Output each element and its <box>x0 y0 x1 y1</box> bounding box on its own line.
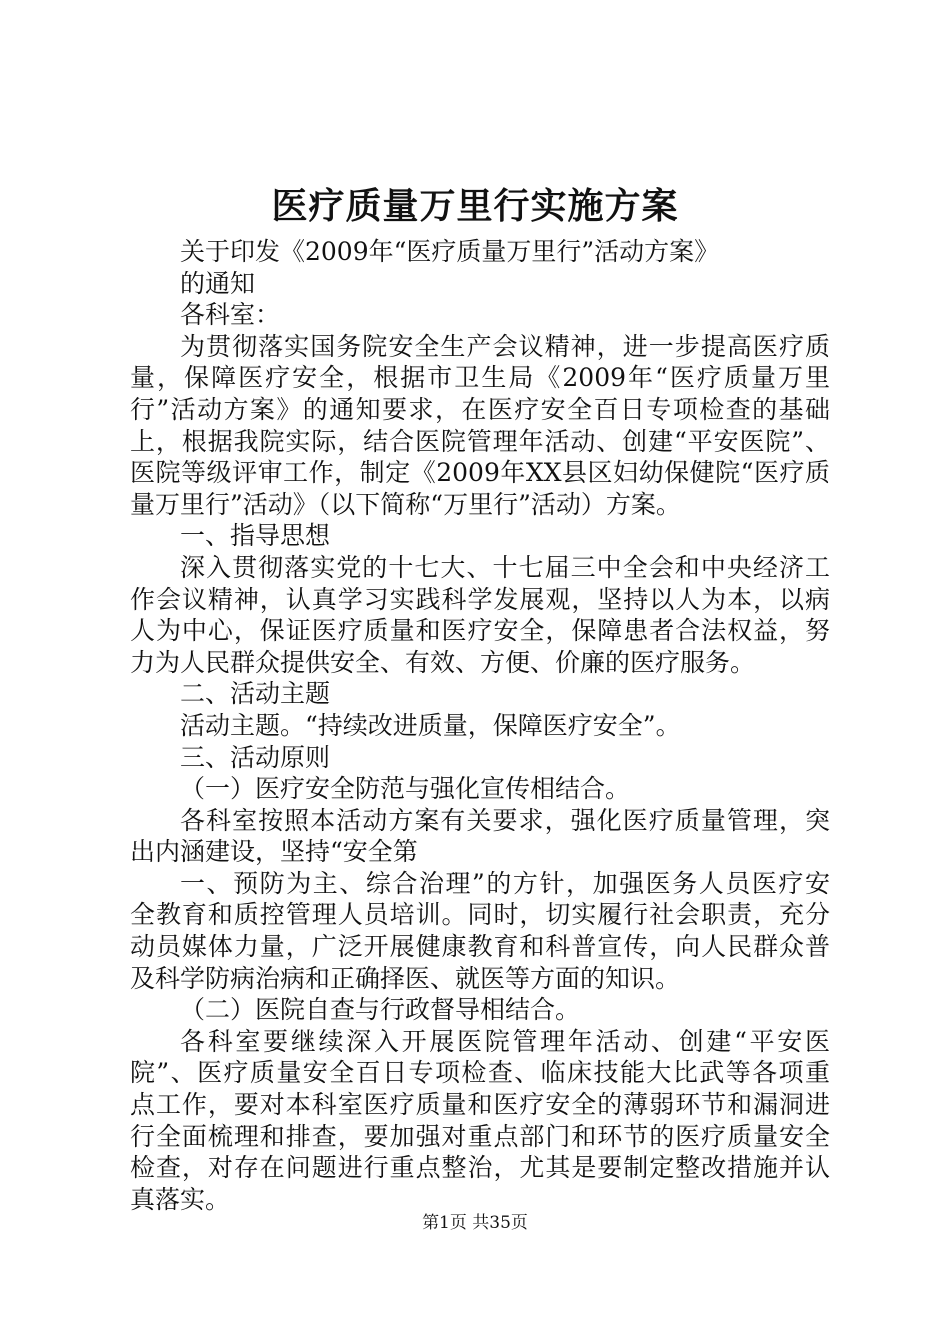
text-line: 活动主题。“持续改进质量，保障医疗安全”。 <box>180 710 681 740</box>
text-line: 行全面梳理和排查，要加强对重点部门和环节的医疗质量安全 <box>130 1121 830 1151</box>
document-body <box>130 236 830 1215</box>
text-line: 量，保障医疗安全，根据市卫生局《2009年“医疗质量万里 <box>130 363 830 393</box>
text-line: 院”、医疗质量安全百日专项检查、临床技能大比武等各项重 <box>130 1058 830 1088</box>
text-line: 量万里行”活动》（以下简称“万里行”活动）方案。 <box>130 489 681 519</box>
text-line: 一、指导思想 <box>180 521 331 551</box>
text-line: 深入贯彻落实党的十七大、十七届三中全会和中央经济工 <box>180 552 830 582</box>
text-line: 关于印发《2009年“医疗质量万里行”活动方案》 <box>180 237 720 266</box>
text-line: （二）医院自查与行政督导相结合。 <box>180 995 581 1025</box>
text-line: 行”活动方案》的通知要求，在医疗安全百日专项检查的基础 <box>130 394 830 424</box>
text-line: 作会议精神，认真学习实践科学发展观，坚持以人为本，以病 <box>130 584 830 614</box>
text-line: 全教育和质控管理人员培训。同时，切实履行社会职责，充分 <box>130 900 830 930</box>
document-title: 医疗质量万里行实施方案 <box>271 185 679 227</box>
text-line: 及科学防病治病和正确择医、就医等方面的知识。 <box>130 963 681 993</box>
text-line: 动员媒体力量，广泛开展健康教育和科普宣传，向人民群众普 <box>130 932 830 962</box>
text-line: 一、预防为主、综合治理”的方针，加强医务人员医疗安 <box>180 868 830 898</box>
text-line: （一）医疗安全防范与强化宣传相结合。 <box>180 774 631 804</box>
text-line: 各科室： <box>180 300 281 330</box>
text-line: 三、活动原则 <box>180 742 331 772</box>
page-footer: 第1页 共35页 <box>422 1213 528 1233</box>
text-line: 人为中心，保证医疗质量和医疗安全，保障患者合法权益，努 <box>130 616 830 646</box>
text-line: 为贯彻落实国务院安全生产会议精神，进一步提高医疗质 <box>180 331 830 361</box>
text-line: 出内涵建设，坚持“安全第 <box>130 837 418 867</box>
text-line: 医院等级评审工作，制定《2009年XX县区妇幼保健院“医疗质 <box>130 458 830 488</box>
text-line: 点工作，要对本科室医疗质量和医疗安全的薄弱环节和漏洞进 <box>130 1090 830 1120</box>
text-line: 二、活动主题 <box>180 679 331 709</box>
text-line: 力为人民群众提供安全、有效、方便、价廉的医疗服务。 <box>130 647 756 677</box>
text-line: 各科室要继续深入开展医院管理年活动、创建“平安医 <box>180 1026 830 1056</box>
text-line: 检查，对存在问题进行重点整治，尤其是要制定整改措施并认 <box>130 1153 830 1183</box>
text-line: 真落实。 <box>130 1184 231 1214</box>
text-line: 各科室按照本活动方案有关要求，强化医疗质量管理，突 <box>180 805 830 835</box>
text-line: 上，根据我院实际，结合医院管理年活动、创建“平安医院”、 <box>130 426 830 456</box>
text-line: 的通知 <box>180 268 256 298</box>
